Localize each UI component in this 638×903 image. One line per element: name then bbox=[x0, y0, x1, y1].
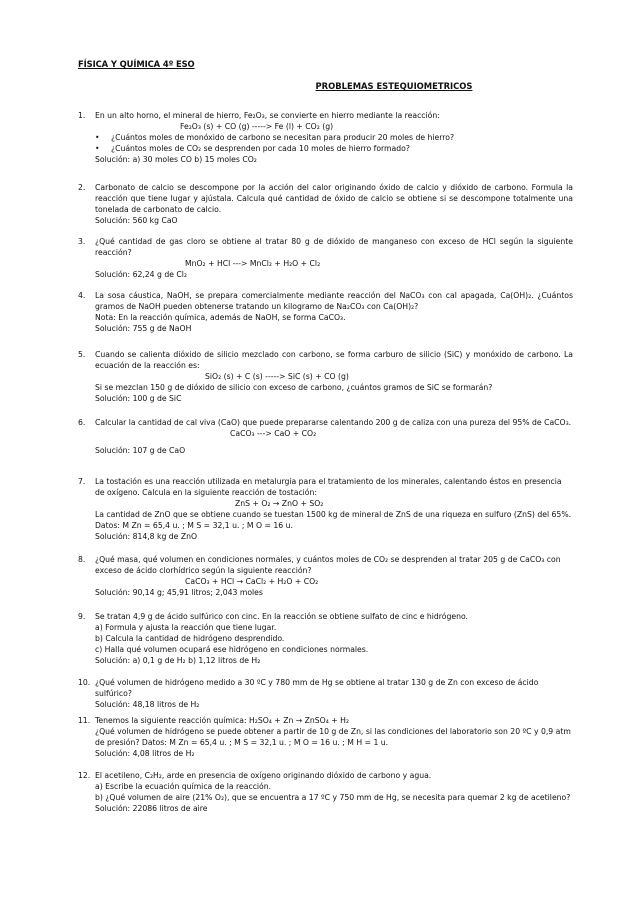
problem-number: 5. bbox=[78, 350, 86, 359]
problem-text: El acetileno, C₂H₂, arde en presencia de oxígeno originando dióxido de carbono y agua. bbox=[95, 771, 432, 780]
problem-2 bbox=[78, 182, 573, 226]
course-header: FÍSICA Y QUÍMICA 4º ESO bbox=[78, 59, 195, 69]
problem-1 bbox=[78, 110, 573, 165]
problem-text: La tostación es una reacción utilizada en metalurgia para el tratamiento de los minerales, calentando éstos en presencia de oxígeno. Calcula en la siguiente reacción de tostación: bbox=[95, 477, 562, 497]
problem-7 bbox=[78, 476, 573, 542]
data-text: Datos: M Zn = 65,4 u. ; M S = 32,1 u. ; M O = 16 u. bbox=[95, 521, 293, 530]
sub-question: a) Escribe la ecuación química de la reacción. bbox=[95, 782, 272, 791]
note-text: Nota: En la reacción química, además de NaOH, se forma CaCO₃. bbox=[95, 313, 346, 322]
problem-number: 12. bbox=[78, 771, 91, 780]
reaction-equation: MnO₂ + HCl ---> MnCl₂ + H₂O + Cl₂ bbox=[185, 259, 321, 268]
reaction-equation: Fe₂O₃ (s) + CO (g) -----> Fe (l) + CO₂ (g) bbox=[180, 122, 334, 131]
problem-8 bbox=[78, 554, 573, 598]
problem-text: Tenemos la siguiente reacción química: H₂SO₄ + Zn → ZnSO₄ + H₂ bbox=[95, 716, 350, 725]
solution-text: Solución: 107 g de CaO bbox=[95, 446, 186, 455]
document-title: PROBLEMAS ESTEQUIOMETRICOS bbox=[315, 81, 473, 91]
sub-question: c) Halla qué volumen ocupará ese hidrógeno en condiciones normales. bbox=[95, 645, 369, 654]
problem-3 bbox=[78, 236, 573, 280]
solution-text: Solución: 755 g de NaOH bbox=[95, 324, 192, 333]
solution-text: Solución: 560 kg CaO bbox=[95, 216, 178, 225]
problem-number: 11. bbox=[78, 716, 91, 725]
problem-12 bbox=[78, 770, 573, 814]
problem-number: 3. bbox=[78, 237, 86, 246]
solution-text: Solución: 4,08 litros de H₂ bbox=[95, 749, 195, 758]
problem-text: ¿Qué cantidad de gas cloro se obtiene al tratar 80 g de dióxido de manganeso con exceso de HCl según la siguiente reacción? bbox=[95, 237, 573, 257]
problem-text: Calcular la cantidad de cal viva (CaO) que puede prepararse calentando 200 g de caliza con una pureza del 95% de CaCO₃. bbox=[95, 418, 572, 427]
extra-text: ¿Qué volumen de hidrógeno se puede obtener a partir de 10 g de Zn, si las condiciones del laboratorio son 20 ºC y 0,9 atm de presión? Datos: M Zn = 65,4 u. ; M S = 32,1 u. ; M O = 16 u. ; M H = 1 u. bbox=[95, 727, 571, 747]
problem-text: Se tratan 4,9 g de ácido sulfúrico con cinc. En la reacción se obtiene sulfato de cinc e hidrógeno. bbox=[95, 612, 468, 621]
solution-text: Solución: a) 30 moles CO b) 15 moles CO₂ bbox=[95, 155, 257, 164]
problem-number: 8. bbox=[78, 555, 86, 564]
solution-text: Solución: 90,14 g; 45,91 litros; 2,043 moles bbox=[95, 588, 263, 597]
reaction-equation: CaCO₃ + HCl → CaCl₂ + H₂O + CO₂ bbox=[185, 577, 319, 586]
problem-5 bbox=[78, 349, 573, 404]
sub-question: b) Calcula la cantidad de hidrógeno desprendido. bbox=[95, 634, 285, 643]
solution-text: Solución: 22086 litros de aire bbox=[95, 804, 208, 813]
problem-text: Carbonato de calcio se descompone por la acción del calor originando óxido de calcio y dióxido de carbono. Formula la reacción que tiene lugar y ajústala. Calcula qué cantidad de óxido de calcio se obtiene si se descompone totalmente una tonelada de carbonato de calcio. bbox=[95, 183, 573, 214]
problem-number: 2. bbox=[78, 183, 86, 192]
reaction-equation: SiO₂ (s) + C (s) -----> SiC (s) + CO (g) bbox=[205, 372, 349, 381]
sub-question: a) Formula y ajusta la reacción que tiene lugar. bbox=[95, 623, 277, 632]
problem-11 bbox=[78, 715, 573, 759]
problem-6 bbox=[78, 417, 573, 456]
extra-text: La cantidad de ZnO que se obtiene cuando se tuestan 1500 kg de mineral de ZnS de una riqueza en sulfuro (ZnS) del 65%. bbox=[95, 510, 572, 519]
reaction-equation: CaCO₃ ---> CaO + CO₂ bbox=[230, 429, 317, 438]
problem-text: La sosa cáustica, NaOH, se prepara comercialmente mediante reacción del NaCO₃ con cal apagada, Ca(OH)₂. ¿Cuántos gramos de NaOH pueden obtenerse tratando un kilogramo de Na₂CO₃ con Ca(OH)₂? bbox=[95, 291, 573, 311]
problem-text: ¿Qué volumen de hidrógeno medido a 30 ºC y 780 mm de Hg se obtiene al tratar 130 g de Zn con exceso de ácido sulfúrico? bbox=[95, 678, 539, 698]
problem-text: En un alto horno, el mineral de hierro, Fe₂O₃, se convierte en hierro mediante la reacción: bbox=[95, 111, 440, 120]
sub-question: b) ¿Qué volumen de aire (21% O₂), que se encuentra a 17 ºC y 750 mm de Hg, se necesita para quemar 2 kg de acetileno? bbox=[95, 793, 571, 802]
problem-4 bbox=[78, 290, 573, 334]
solution-text: Solución: 48,18 litros de H₂ bbox=[95, 700, 200, 709]
solution-text: Solución: 814,8 kg de ZnO bbox=[95, 532, 198, 541]
problem-number: 6. bbox=[78, 418, 86, 427]
problem-text: ¿Qué masa, qué volumen en condiciones normales, y cuántos moles de CO₂ se desprenden al tratar 205 g de CaCO₃ con exceso de ácido clorhídrico según la siguiente reacción? bbox=[95, 555, 561, 575]
solution-text: Solución: 62,24 g de Cl₂ bbox=[95, 270, 187, 279]
question-bullet: • ¿Cuántos moles de CO₂ se desprenden por cada 10 moles de hierro formado? bbox=[95, 143, 573, 154]
question-bullet: • ¿Cuántos moles de monóxido de carbono se necesitan para producir 20 moles de hierro? bbox=[95, 132, 573, 143]
solution-text: Solución: a) 0,1 g de H₂ b) 1,12 litros de H₂ bbox=[95, 656, 261, 665]
problem-number: 7. bbox=[78, 477, 86, 486]
problem-number: 4. bbox=[78, 291, 86, 300]
problem-number: 9. bbox=[78, 612, 86, 621]
extra-text: Si se mezclan 150 g de dióxido de silicio con exceso de carbono, ¿cuántos gramos de SiC se formarán? bbox=[95, 383, 493, 392]
problem-text: Cuando se calienta dióxido de silicio mezclado con carbono, se forma carburo de silicio (SiC) y monóxido de carbono. La ecuación de la reacción es: bbox=[95, 350, 573, 370]
problem-9 bbox=[78, 611, 573, 666]
problem-number: 10. bbox=[78, 678, 91, 687]
reaction-equation: ZnS + O₂ → ZnO + SO₂ bbox=[235, 499, 324, 508]
problem-number: 1. bbox=[78, 111, 86, 120]
problem-10 bbox=[78, 677, 573, 710]
solution-text: Solución: 100 g de SiC bbox=[95, 394, 182, 403]
